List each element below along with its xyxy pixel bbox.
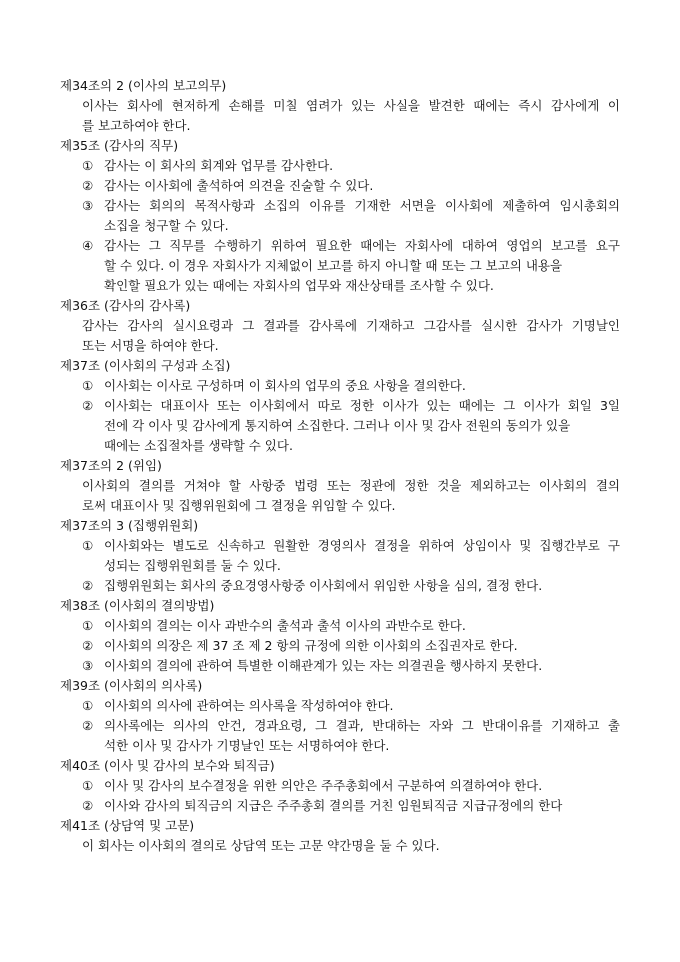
article-section [60,136,620,296]
article-paragraph-line: 로써 대표이사 및 집행위원회에 그 결정을 위임할 수 있다. [82,498,396,513]
clause-number: ② [82,398,94,413]
clause-text: 이사 및 감사의 보수결정을 위한 의안은 주주총회에서 구분하여 의결하여야 한다. [104,778,543,793]
clause-item [60,236,620,256]
clause-text: 이사회의 결의는 이사 과반수의 출석과 출석 이사의 과반수로 한다. [104,618,466,633]
article-heading: 제38조 (이사회의 결의방법) [60,598,215,613]
clause-item [60,156,620,176]
clause-item [60,636,620,656]
article-section [60,676,620,756]
clause-continuation: 확인할 필요가 있는 때에는 자회사의 업무와 재산상태를 조사할 수 있다. [104,278,494,293]
clause-continuation: 소집을 청구할 수 있다. [104,218,229,233]
clause-continuation: 성되는 집행위원회를 둘 수 있다. [104,558,281,573]
article-heading: 제37조의 2 (위임) [60,458,162,473]
clause-item [60,196,620,216]
clause-number: ③ [82,198,94,213]
clause-number: ② [82,578,94,593]
clause-text: 감사는 이사회에 출석하여 의견을 진술할 수 있다. [104,178,374,193]
clause-item [60,796,620,816]
clause-text: 이사회의 의장은 제 37 조 제 2 항의 규정에 의한 이사회의 소집권자로 한다. [104,638,518,653]
clause-item [60,396,620,416]
clause-item [60,536,620,556]
clause-text: 감사는 회의의 목적사항과 소집의 이유를 기재한 서면을 이사회에 제출하여 임시총회의 [104,198,620,213]
article-paragraph-line: 감사는 감사의 실시요령과 그 결과를 감사록에 기재하고 그감사를 실시한 감사가 기명날인 [82,318,620,333]
clause-item [60,576,620,596]
clause-text: 이사와 감사의 퇴직금의 지급은 주주총회 결의를 거친 임원퇴직금 지급규정에의 한다 [104,798,563,813]
clause-number: ① [82,618,94,633]
clause-text: 이사회와는 별도로 신속하고 원활한 경영의사 결정을 위하여 상임이사 및 집행간부로 구 [104,538,620,553]
article-section [60,456,620,516]
clause-number: ② [82,638,94,653]
clause-number: ③ [82,658,94,673]
articles-document [60,76,620,856]
clause-continuation: 석한 이사 및 감사가 기명날인 또는 서명하여야 한다. [104,738,390,753]
article-paragraph-line: 또는 서명을 하여야 한다. [82,338,219,353]
clause-item [60,176,620,196]
clause-number: ② [82,718,94,733]
article-heading: 제35조 (감사의 직무) [60,138,179,153]
clause-text: 이사회의 의사에 관하여는 의사록을 작성하여야 한다. [104,698,394,713]
clause-item [60,776,620,796]
article-heading: 제34조의 2 (이사의 보고의무) [60,78,227,93]
article-section [60,816,620,856]
clause-text: 이사회는 이사로 구성하며 이 회사의 업무의 중요 사항을 결의한다. [104,378,466,393]
clause-number: ④ [82,238,94,253]
clause-number: ② [82,178,94,193]
article-section [60,76,620,136]
article-paragraph-line: 이 회사는 이사회의 결의로 상담역 또는 고문 약간명을 둘 수 있다. [82,838,440,853]
clause-item [60,616,620,636]
article-heading: 제39조 (이사회의 의사록) [60,678,203,693]
article-heading: 제40조 (이사 및 감사의 보수와 퇴직금) [60,758,275,773]
article-heading: 제36조 (감사의 감사록) [60,298,191,313]
clause-text: 감사는 이 회사의 회계와 업무를 감사한다. [104,158,334,173]
clause-number: ① [82,378,94,393]
article-section [60,296,620,356]
article-heading: 제41조 (상담역 및 고문) [60,818,195,833]
clause-number: ① [82,698,94,713]
clause-item [60,376,620,396]
clause-number: ① [82,158,94,173]
article-heading: 제37조 (이사회의 구성과 소집) [60,358,231,373]
clause-text: 집행위원회는 회사의 중요경영사항중 이사회에서 위임한 사항을 심의, 결정 한다. [104,578,543,593]
clause-continuation: 할 수 있다. 이 경우 자회사가 지체없이 보고를 하지 아니할 때 또는 그 보고의 내용을 [104,258,563,273]
article-heading: 제37조의 3 (집행위원회) [60,518,199,533]
clause-item [60,696,620,716]
article-paragraph-line: 이사회의 결의를 거쳐야 할 사항중 법령 또는 정관에 정한 것을 제외하고는 이사회의 결의 [82,478,620,493]
article-section [60,596,620,676]
article-paragraph-line: 를 보고하여야 한다. [82,118,191,133]
clause-continuation: 전에 각 이사 및 감사에게 통지하여 소집한다. 그러나 이사 및 감사 전원의 동의가 있을 [104,418,571,433]
clause-text: 감사는 그 직무를 수행하기 위하여 필요한 때에는 자회사에 대하여 영업의 보고를 요구 [104,238,620,253]
article-section [60,516,620,596]
clause-text: 이사회는 대표이사 또는 이사회에서 따로 정한 이사가 있는 때에는 그 이사가 회일 3일 [104,398,620,413]
article-paragraph-line: 이사는 회사에 현저하게 손해를 미칠 염려가 있는 사실을 발견한 때에는 즉시 감사에게 이 [82,98,620,113]
clause-continuation: 때에는 소집절차를 생략할 수 있다. [104,438,293,453]
clause-text: 의사록에는 의사의 안건, 경과요령, 그 결과, 반대하는 자와 그 반대이유를 기재하고 출 [104,718,620,733]
clause-number: ① [82,538,94,553]
clause-item [60,656,620,676]
clause-text: 이사회의 결의에 관하여 특별한 이해관계가 있는 자는 의결권을 행사하지 못한다. [104,658,543,673]
article-section [60,756,620,816]
clause-number: ② [82,798,94,813]
article-section [60,356,620,456]
clause-number: ① [82,778,94,793]
clause-item [60,716,620,736]
